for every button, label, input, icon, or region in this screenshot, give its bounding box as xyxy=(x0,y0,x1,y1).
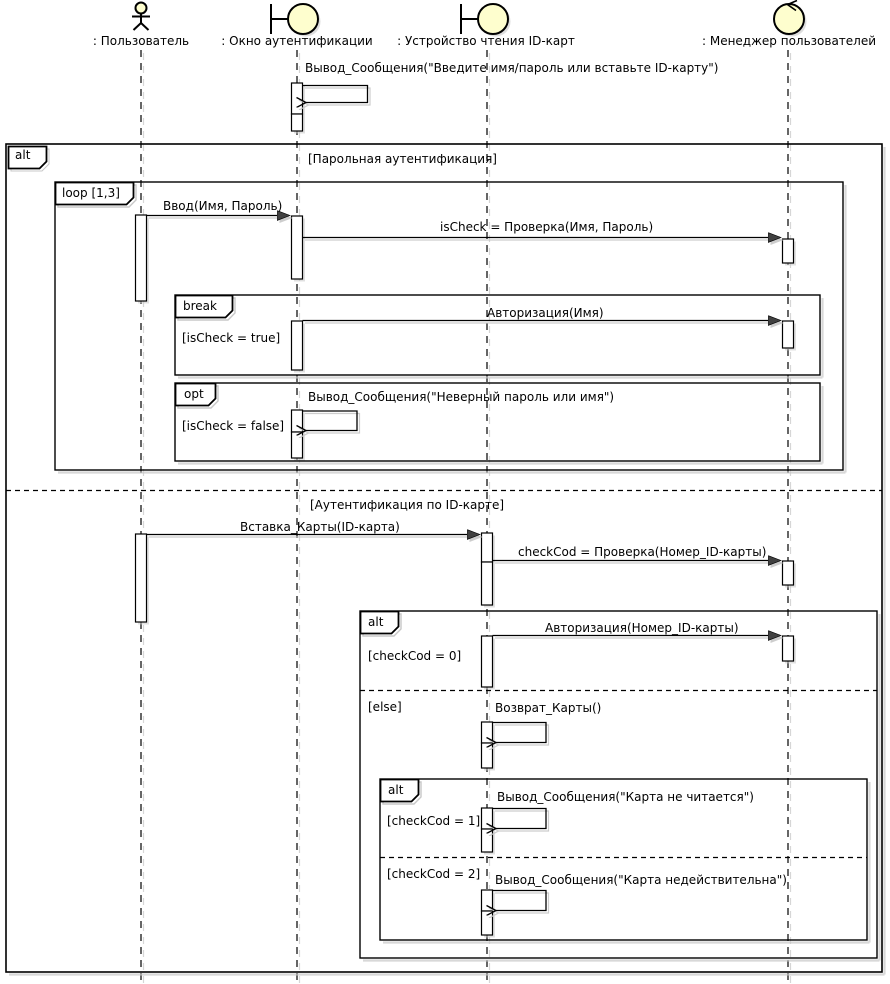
activation-bar xyxy=(482,743,493,768)
lifelines xyxy=(141,50,791,984)
fragment-guard: [checkCod = 0] xyxy=(368,649,462,663)
boundary-icon xyxy=(461,4,511,37)
message-label: Вывод_Сообщения("Карта недействительна") xyxy=(495,873,787,887)
fragment-operator: alt xyxy=(368,615,384,629)
activation-bar xyxy=(482,636,493,687)
activation-bar xyxy=(783,561,794,585)
activation-bar xyxy=(482,562,493,605)
participant-label-card-reader: : Устройство чтения ID-карт xyxy=(397,34,575,48)
message-label: checkCod = Проверка(Номер_ID-карты) xyxy=(518,545,767,559)
fragment-guard: [else] xyxy=(368,700,402,714)
activation-bar xyxy=(482,808,493,829)
boundary-icon xyxy=(271,4,321,37)
fragment-operator: alt xyxy=(388,783,404,797)
activation-bar xyxy=(292,410,303,432)
fragment-operator: opt xyxy=(184,387,204,401)
fragment-guard: [Парольная аутентификация] xyxy=(308,152,497,166)
participant-label-auth-window: : Окно аутентификации xyxy=(221,34,373,48)
fragment-guard: [isCheck = true] xyxy=(182,331,281,345)
fragment-guard: [checkCod = 1] xyxy=(387,814,481,828)
activation-bar xyxy=(482,829,493,852)
fragment-operator: loop [1,3] xyxy=(62,186,120,200)
actor-icon xyxy=(132,3,150,31)
activation-bar xyxy=(783,636,794,661)
participant-heads xyxy=(132,1,807,37)
message-label: Возврат_Карты() xyxy=(495,701,602,715)
fragment-operator: break xyxy=(183,299,217,313)
message-label: Ввод(Имя, Пароль) xyxy=(163,199,283,213)
activation-bar xyxy=(482,722,493,743)
fragment-operator: alt xyxy=(15,148,31,162)
activation-bar xyxy=(783,239,794,263)
activation-bar xyxy=(292,321,303,370)
fragment-guard: [Аутентификация по ID-карте] xyxy=(310,498,505,512)
message-label: Вывод_Сообщения("Неверный пароль или имя") xyxy=(308,390,615,404)
fragment-guard: [isCheck = false] xyxy=(182,419,285,433)
activation-bar xyxy=(292,432,303,458)
activation-bar xyxy=(292,83,303,114)
participant-label-user-manager: : Менеджер пользователей xyxy=(701,34,877,48)
activation-bar xyxy=(482,890,493,911)
activation-bar xyxy=(136,215,147,301)
message-label: Авторизация(Номер_ID-карты) xyxy=(545,621,739,635)
message-label: Вывод_Сообщения("Введите имя/пароль или вставьте ID-карту") xyxy=(305,61,719,75)
activation-bar xyxy=(292,216,303,279)
message-label: Авторизация(Имя) xyxy=(487,306,604,320)
activation-bar xyxy=(783,321,794,348)
message-label: Вывод_Сообщения("Карта не читается") xyxy=(497,790,754,804)
message-label: Вставка_Карты(ID-карта) xyxy=(240,520,400,534)
activation-bar xyxy=(136,534,147,622)
activation-bar xyxy=(482,911,493,935)
participant-label-user: : Пользователь xyxy=(92,34,190,48)
control-icon xyxy=(774,1,807,37)
activation-bar xyxy=(292,114,303,131)
fragment-alt-card xyxy=(360,611,877,958)
activation-bar xyxy=(482,533,493,562)
message-label: isCheck = Проверка(Имя, Пароль) xyxy=(440,220,654,234)
fragment-guard: [checkCod = 2] xyxy=(387,867,481,881)
